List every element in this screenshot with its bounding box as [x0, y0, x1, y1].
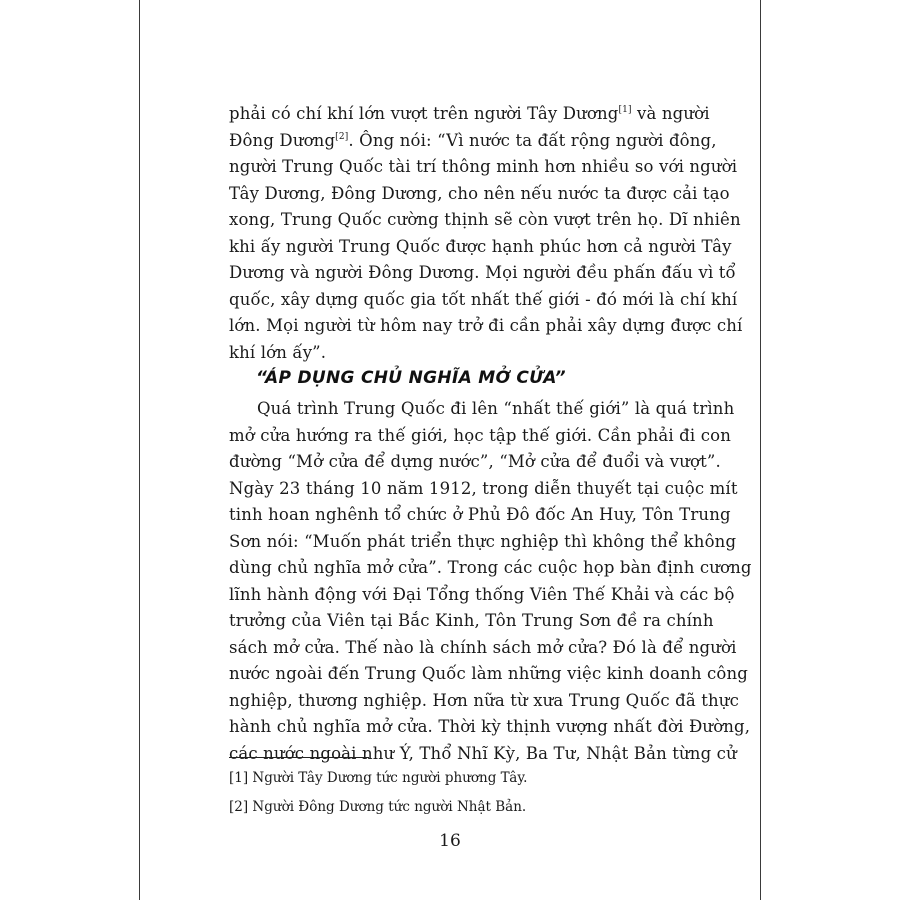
footnotes — [229, 764, 527, 822]
text-line: khí lớn ấy”. — [229, 342, 327, 362]
text-line: các nước ngoài như Ý, Thổ Nhĩ Kỳ, Ba Tư, Nhật Bản từng cử — [229, 743, 737, 763]
footnote-ref-1[interactable]: [1] — [618, 105, 632, 115]
text-line: Dương và người Đông Dương. Mọi người đều phấn đấu vì tổ — [229, 263, 736, 282]
text-line: nghiệp, thương nghiệp. Hơn nữa từ xưa Trung Quốc đã thực — [229, 690, 739, 710]
text-line: hành chủ nghĩa mở cửa. Thời kỳ thịnh vượng nhất đời Đường, — [229, 717, 751, 736]
text-line: Ngày 23 tháng 10 năm 1912, trong diễn thuyết tại cuộc mít — [229, 478, 738, 498]
text-line: tinh hoan nghênh tổ chức ở Phủ Đô đốc An Huy, Tôn Trung — [229, 505, 731, 524]
text-line: xong, Trung Quốc cường thịnh sẽ còn vượt trên họ. Dĩ nhiên — [229, 210, 741, 229]
text-line: trưởng của Viên tại Bắc Kinh, Tôn Trung Sơn đề ra chính — [229, 611, 714, 630]
text-line: lĩnh hành động với Đại Tổng thống Viên Thế Khải và các bộ — [229, 584, 735, 604]
footnote-2: [2] Người Đông Dương tức người Nhật Bản. — [229, 799, 527, 815]
text-line: sách mở cửa. Thế nào là chính sách mở cửa? Đó là để người — [229, 637, 737, 657]
text-line: mở cửa hướng ra thế giới, học tập thế giới. Cần phải đi con — [229, 425, 731, 445]
text-line: dùng chủ nghĩa mở cửa”. Trong các cuộc họp bàn định cương — [229, 558, 752, 577]
paragraph-1 — [229, 101, 743, 366]
text-line: quốc, xây dựng quốc gia tốt nhất thế giới - đó mới là chí khí — [229, 289, 738, 309]
text-line: Tây Dương, Đông Dương, cho nên nếu nước ta được cải tạo — [229, 183, 730, 203]
text-line: đường “Mở cửa để dựng nước”, “Mở cửa để đuổi và vượt”. — [229, 452, 721, 471]
text-line: Sơn nói: “Muốn phát triển thực nghiệp thì không thể không — [229, 531, 737, 551]
text-line: khi ấy người Trung Quốc được hạnh phúc hơn cả người Tây — [229, 236, 732, 256]
text-line: Đông Dương[2]. Ông nói: “Vì nước ta đất rộng người đông, — [229, 130, 717, 150]
text-line: lớn. Mọi người từ hôm nay trở đi cần phải xây dựng được chí — [229, 316, 743, 335]
footnote-ref-2[interactable]: [2] — [335, 131, 349, 142]
page-number: 16 — [439, 831, 461, 851]
section-heading: “ÁP DỤNG CHỦ NGHĨA MỞ CỬA” — [256, 368, 566, 388]
text-line: người Trung Quốc tài trí thông minh hơn nhiều so với người — [229, 157, 738, 176]
paragraph-2 — [229, 396, 752, 767]
footnote-1: [1] Người Tây Dương tức người phương Tây. — [229, 770, 528, 786]
text-line: nước ngoài đến Trung Quốc làm những việc kinh doanh công — [229, 664, 748, 683]
text-line: phải có chí khí lớn vượt trên người Tây Dương[1] và người — [229, 104, 710, 123]
text-line: Quá trình Trung Quốc đi lên “nhất thế giới” là quá trình — [257, 399, 735, 418]
footnote-divider — [229, 757, 369, 758]
